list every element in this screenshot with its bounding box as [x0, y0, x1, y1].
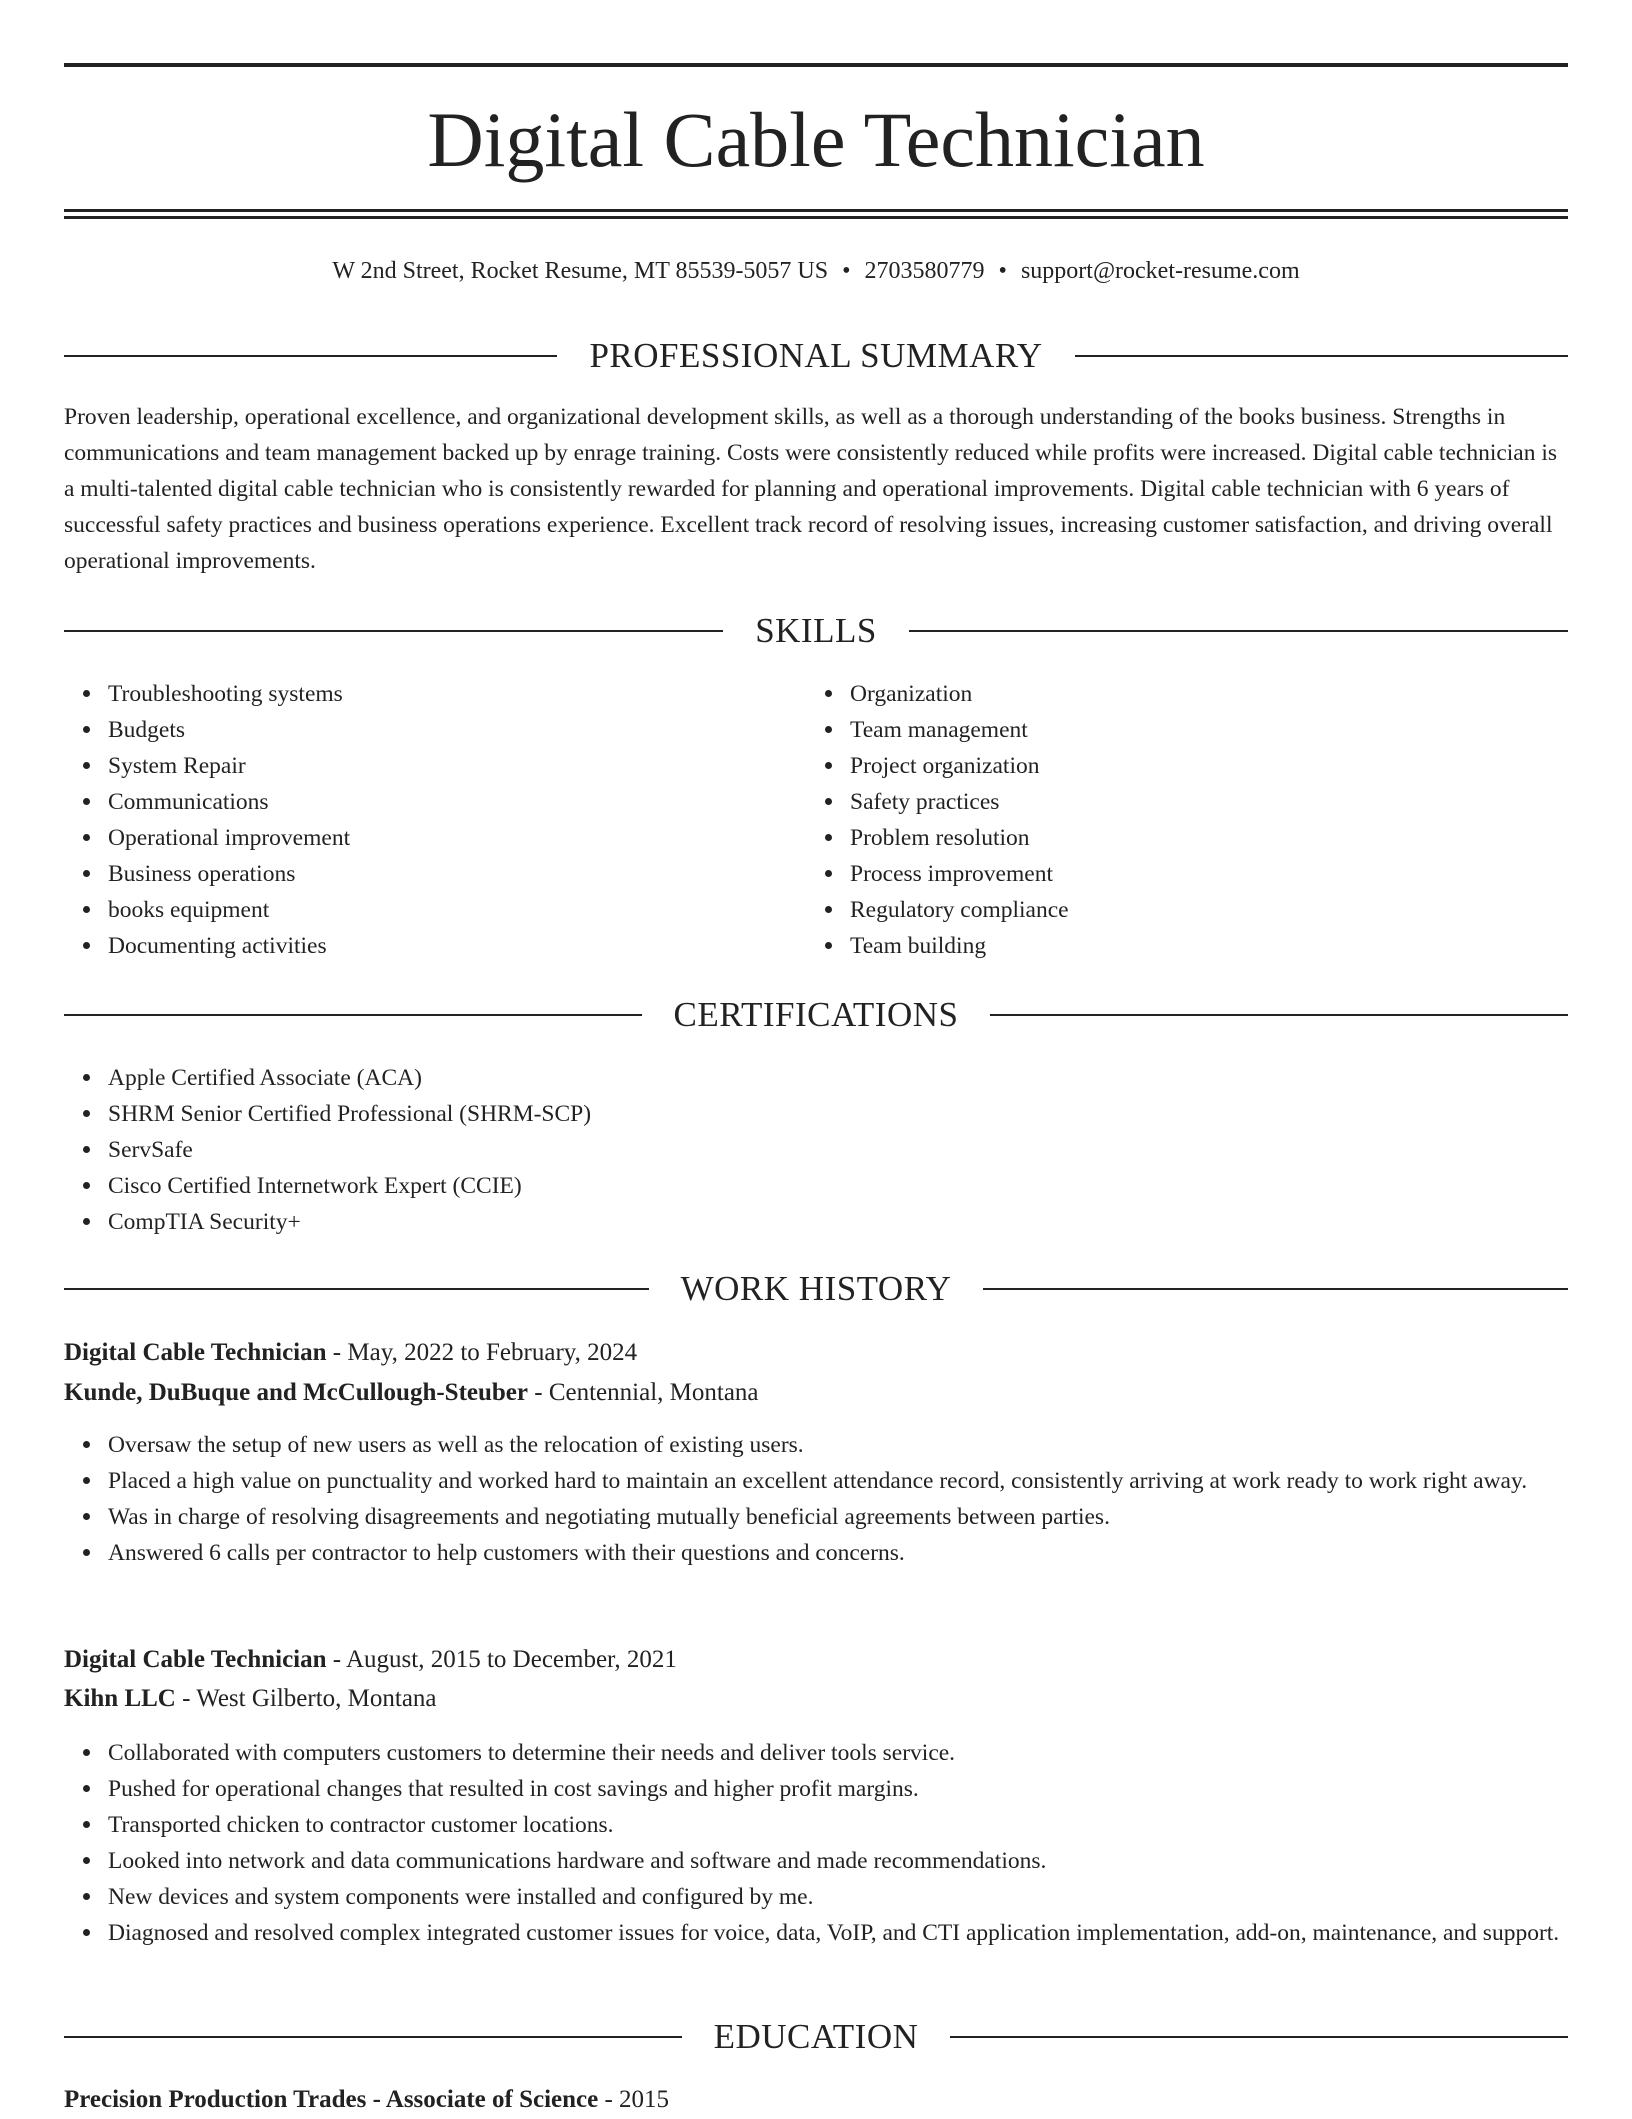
contact-email[interactable]: support@rocket-resume.com — [1020, 258, 1300, 284]
job-bullet: New devices and system components were installed and configured by me. — [108, 1879, 1612, 1915]
section-heading-skills — [64, 609, 1568, 653]
section-title: CERTIFICATIONS — [673, 995, 959, 1034]
section-title: EDUCATION — [713, 2017, 919, 2056]
skill-item: Troubleshooting systems — [108, 676, 808, 712]
contact-line — [64, 254, 1568, 288]
section-title: WORK HISTORY — [680, 1269, 952, 1308]
skill-item: Team building — [850, 928, 1550, 964]
education-line — [64, 2081, 1568, 2119]
heading-rule-right — [990, 1014, 1568, 1016]
certification-item: SHRM Senior Certified Professional (SHRM-SCP) — [108, 1096, 1568, 1132]
summary-text: Proven leadership, operational excellence, and organizational development skills, as well as a thorough understanding of the books business. Strengths in communications and team management backed up by enrage training. Costs were consistently reduced while profits were increased. Digital cable technician is a multi-talented digital cable technician who is consistently rewarded for planning and operational improvements. Digital cable technician with 6 years of successful safety practices and business operations experience. Excellent track record of resolving issues, increasing customer satisfaction, and driving overall operational improvements. — [64, 404, 1558, 574]
job-company: Kihn LLC — [64, 1685, 176, 1712]
skill-item: System Repair — [108, 748, 808, 784]
skill-item: Organization — [850, 676, 1550, 712]
skill-item: Regulatory compliance — [850, 892, 1550, 928]
heading-rule-left — [64, 1288, 649, 1290]
skill-item: books equipment — [108, 892, 808, 928]
header-bottom-rule — [64, 209, 1568, 212]
job-bullet: Answered 6 calls per contractor to help customers with their questions and concerns. — [108, 1535, 1612, 1571]
skill-item: Budgets — [108, 712, 808, 748]
heading-rule-right — [950, 2036, 1568, 2038]
skill-item: Team management — [850, 712, 1550, 748]
skill-item: Problem resolution — [850, 820, 1550, 856]
contact-separator: • — [998, 258, 1007, 284]
contact-phone: 2703580779 — [864, 258, 985, 284]
education-degree: Precision Production Trades - Associate of Science — [64, 2086, 599, 2113]
skill-item: Safety practices — [850, 784, 1550, 820]
heading-rule-left — [64, 1014, 642, 1016]
job-company-line — [64, 1374, 1568, 1412]
skill-item: Communications — [108, 784, 808, 820]
certification-item: Cisco Certified Internetwork Expert (CCIE) — [108, 1168, 1568, 1204]
certification-item: ServSafe — [108, 1132, 1568, 1168]
certification-item: CompTIA Security+ — [108, 1204, 1568, 1240]
job-bullet: Looked into network and data communications hardware and software and made recommendations. — [108, 1843, 1612, 1879]
section-heading-education — [64, 2015, 1568, 2059]
section-heading-work-history — [64, 1267, 1568, 1311]
job-title: Digital Cable Technician — [64, 1646, 327, 1673]
heading-rule-right — [909, 630, 1568, 632]
skills-list-left — [64, 676, 808, 964]
heading-rule-left — [64, 2036, 682, 2038]
heading-rule-right — [1075, 355, 1568, 357]
job-location: - West Gilberto, Montana — [175, 1685, 437, 1712]
job-bullet: Collaborated with computers customers to determine their needs and deliver tools service. — [108, 1735, 1612, 1771]
job-bullet: Was in charge of resolving disagreements and negotiating mutually beneficial agreements between parties. — [108, 1499, 1612, 1535]
job-bullet: Oversaw the setup of new users as well as the relocation of existing users. — [108, 1427, 1612, 1463]
skill-item: Documenting activities — [108, 928, 808, 964]
job-bullet: Placed a high value on punctuality and worked hard to maintain an excellent attendance record, consistently arriving at work ready to work right away. — [108, 1463, 1612, 1499]
section-title: PROFESSIONAL SUMMARY — [589, 336, 1043, 375]
job-title: Digital Cable Technician — [64, 1339, 327, 1366]
heading-rule-left — [64, 355, 557, 357]
header-bottom-rule-second — [64, 216, 1568, 219]
skill-item: Operational improvement — [108, 820, 808, 856]
section-heading-certifications — [64, 993, 1568, 1037]
section-heading-summary — [64, 334, 1568, 378]
skills-list-right — [806, 676, 1550, 964]
job-dates: - August, 2015 to December, 2021 — [326, 1646, 677, 1673]
job-bullets — [64, 1735, 1612, 1951]
certifications-list — [64, 1060, 1568, 1240]
section-title: SKILLS — [755, 611, 877, 650]
job-bullets — [64, 1427, 1612, 1571]
education-year: - 2015 — [598, 2086, 670, 2113]
resume-title: Digital Cable Technician — [427, 96, 1205, 183]
certification-item: Apple Certified Associate (ACA) — [108, 1060, 1568, 1096]
contact-separator: • — [842, 258, 851, 284]
heading-rule-left — [64, 630, 723, 632]
header-top-rule — [64, 63, 1568, 67]
job-bullet: Transported chicken to contractor customer locations. — [108, 1807, 1612, 1843]
heading-rule-right — [983, 1288, 1568, 1290]
job-dates: - May, 2022 to February, 2024 — [326, 1339, 638, 1366]
job-company-line — [64, 1680, 1568, 1718]
job-location: - Centennial, Montana — [528, 1379, 759, 1406]
skill-item: Business operations — [108, 856, 808, 892]
skill-item: Project organization — [850, 748, 1550, 784]
job-bullet: Pushed for operational changes that resulted in cost savings and higher profit margins. — [108, 1771, 1612, 1807]
skill-item: Process improvement — [850, 856, 1550, 892]
job-title-line — [64, 1641, 1568, 1679]
job-title-line — [64, 1334, 1568, 1372]
contact-address: W 2nd Street, Rocket Resume, MT 85539-5057 US — [332, 258, 829, 284]
job-company: Kunde, DuBuque and McCullough-Steuber — [64, 1379, 529, 1406]
job-bullet: Diagnosed and resolved complex integrated customer issues for voice, data, VoIP, and CTI application implementation, add-on, maintenance, and support. — [108, 1915, 1612, 1951]
